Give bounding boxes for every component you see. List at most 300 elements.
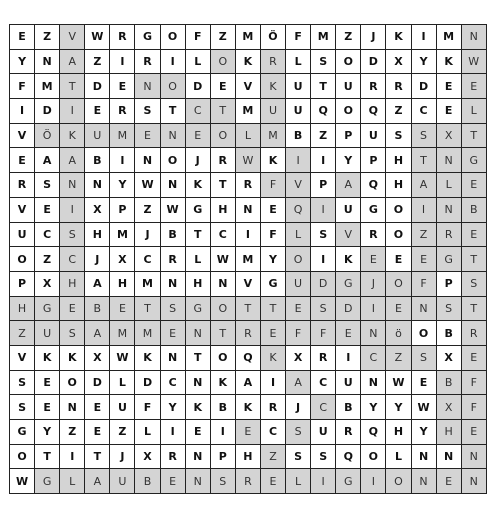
grid-cell: X	[436, 123, 461, 148]
grid-cell: P	[336, 123, 361, 148]
grid-cell: S	[411, 345, 436, 370]
grid-cell: N	[35, 49, 60, 74]
grid-cell: K	[386, 25, 411, 50]
grid-cell: O	[160, 74, 185, 99]
grid-cell: Z	[386, 345, 411, 370]
grid-cell: N	[135, 74, 160, 99]
grid-cell: N	[361, 321, 386, 346]
grid-cell: I	[361, 469, 386, 494]
grid-cell: V	[286, 173, 311, 198]
grid-cell: J	[135, 222, 160, 247]
grid-cell: F	[411, 271, 436, 296]
grid-cell: E	[60, 296, 85, 321]
grid-cell: N	[160, 271, 185, 296]
grid-cell: W	[461, 49, 486, 74]
grid-cell: Ö	[35, 123, 60, 148]
grid-cell: E	[235, 420, 260, 445]
grid-cell: Z	[110, 420, 135, 445]
grid-cell: H	[10, 296, 35, 321]
grid-cell: R	[336, 420, 361, 445]
grid-cell: Y	[386, 395, 411, 420]
grid-cell: S	[210, 469, 235, 494]
grid-cell: S	[286, 420, 311, 445]
grid-cell: S	[60, 222, 85, 247]
grid-cell: J	[361, 271, 386, 296]
grid-cell: Q	[286, 197, 311, 222]
grid-cell: V	[336, 222, 361, 247]
grid-cell: E	[260, 469, 285, 494]
grid-cell: E	[436, 99, 461, 124]
grid-row	[10, 74, 487, 99]
grid-cell: E	[185, 123, 210, 148]
grid-cell: B	[286, 123, 311, 148]
grid-cell: Y	[411, 49, 436, 74]
grid-cell: I	[110, 49, 135, 74]
grid-cell: E	[160, 469, 185, 494]
grid-row	[10, 370, 487, 395]
grid-row	[10, 49, 487, 74]
grid-cell: W	[386, 370, 411, 395]
grid-cell: L	[185, 247, 210, 272]
grid-cell: R	[436, 222, 461, 247]
grid-cell: G	[10, 420, 35, 445]
grid-cell: Z	[85, 49, 110, 74]
grid-cell: V	[10, 123, 35, 148]
grid-cell: T	[235, 296, 260, 321]
grid-cell: K	[260, 74, 285, 99]
grid-cell: Q	[235, 345, 260, 370]
grid-cell: M	[311, 25, 336, 50]
grid-cell: O	[10, 444, 35, 469]
grid-cell: B	[461, 197, 486, 222]
grid-cell: O	[286, 247, 311, 272]
grid-cell: G	[35, 296, 60, 321]
grid-cell: E	[35, 370, 60, 395]
grid-cell: G	[35, 469, 60, 494]
grid-cell: S	[311, 49, 336, 74]
grid-cell: R	[361, 222, 386, 247]
grid-cell: E	[386, 296, 411, 321]
grid-cell: G	[185, 197, 210, 222]
grid-cell: L	[286, 469, 311, 494]
grid-cell: K	[60, 123, 85, 148]
grid-cell: I	[160, 49, 185, 74]
grid-cell: O	[386, 271, 411, 296]
grid-cell: V	[235, 271, 260, 296]
grid-row	[10, 222, 487, 247]
grid-cell: T	[461, 247, 486, 272]
grid-cell: U	[35, 321, 60, 346]
grid-cell: B	[436, 370, 461, 395]
grid-row	[10, 345, 487, 370]
grid-cell: N	[461, 25, 486, 50]
grid-cell: R	[210, 148, 235, 173]
grid-cell: F	[461, 395, 486, 420]
grid-cell: E	[160, 321, 185, 346]
grid-cell: T	[185, 345, 210, 370]
grid-cell: P	[10, 271, 35, 296]
grid-cell: S	[311, 444, 336, 469]
grid-cell: L	[135, 420, 160, 445]
grid-cell: Z	[135, 197, 160, 222]
grid-cell: M	[235, 247, 260, 272]
grid-cell: L	[185, 49, 210, 74]
grid-cell: B	[160, 222, 185, 247]
grid-cell: Y	[361, 395, 386, 420]
grid-cell: H	[386, 420, 411, 445]
grid-cell: S	[311, 296, 336, 321]
grid-cell: E	[260, 321, 285, 346]
grid-cell: Z	[60, 420, 85, 445]
grid-cell: D	[85, 74, 110, 99]
grid-cell: D	[185, 74, 210, 99]
grid-cell: E	[85, 99, 110, 124]
grid-cell: A	[286, 370, 311, 395]
grid-cell: R	[235, 469, 260, 494]
grid-cell: R	[386, 74, 411, 99]
grid-cell: U	[260, 99, 285, 124]
grid-cell: S	[60, 321, 85, 346]
grid-cell: O	[336, 49, 361, 74]
grid-cell: A	[35, 148, 60, 173]
grid-cell: O	[386, 222, 411, 247]
grid-cell: U	[336, 74, 361, 99]
grid-cell: U	[286, 99, 311, 124]
grid-cell: F	[135, 395, 160, 420]
grid-cell: E	[35, 395, 60, 420]
grid-cell: N	[185, 469, 210, 494]
grid-cell: Z	[35, 25, 60, 50]
grid-cell: E	[10, 148, 35, 173]
grid-cell: E	[35, 197, 60, 222]
grid-cell: I	[210, 420, 235, 445]
grid-cell: C	[60, 247, 85, 272]
grid-cell: A	[336, 173, 361, 198]
grid-cell: O	[361, 444, 386, 469]
grid-cell: R	[135, 49, 160, 74]
grid-cell: I	[311, 148, 336, 173]
grid-cell: N	[436, 444, 461, 469]
grid-cell: V	[60, 25, 85, 50]
grid-cell: X	[386, 49, 411, 74]
grid-cell: U	[286, 271, 311, 296]
grid-cell: U	[336, 197, 361, 222]
grid-cell: L	[110, 370, 135, 395]
grid-cell: T	[210, 99, 235, 124]
grid-cell: J	[85, 247, 110, 272]
grid-cell: H	[110, 271, 135, 296]
grid-cell: C	[135, 247, 160, 272]
grid-cell: F	[311, 321, 336, 346]
grid-cell: E	[10, 25, 35, 50]
grid-cell: E	[461, 74, 486, 99]
grid-cell: M	[110, 123, 135, 148]
grid-cell: Z	[411, 222, 436, 247]
grid-cell: W	[85, 25, 110, 50]
grid-cell: S	[311, 222, 336, 247]
grid-cell: E	[436, 74, 461, 99]
grid-cell: I	[60, 444, 85, 469]
grid-cell: L	[286, 222, 311, 247]
grid-cell: X	[436, 395, 461, 420]
grid-cell: X	[85, 197, 110, 222]
grid-cell: G	[361, 197, 386, 222]
grid-cell: Y	[110, 173, 135, 198]
grid-cell: Z	[210, 25, 235, 50]
grid-cell: S	[461, 271, 486, 296]
grid-cell: S	[10, 395, 35, 420]
grid-cell: H	[85, 222, 110, 247]
grid-cell: O	[411, 321, 436, 346]
grid-cell: K	[260, 345, 285, 370]
grid-cell: K	[235, 395, 260, 420]
grid-cell: R	[235, 173, 260, 198]
grid-cell: R	[235, 321, 260, 346]
grid-cell: E	[260, 197, 285, 222]
grid-cell: Y	[260, 247, 285, 272]
grid-cell: W	[210, 247, 235, 272]
grid-row	[10, 420, 487, 445]
grid-cell: Y	[35, 420, 60, 445]
grid-cell: I	[311, 197, 336, 222]
grid-cell: U	[286, 74, 311, 99]
grid-cell: H	[185, 271, 210, 296]
grid-cell: N	[185, 444, 210, 469]
grid-cell: R	[260, 395, 285, 420]
grid-cell: E	[411, 247, 436, 272]
grid-cell: W	[135, 173, 160, 198]
grid-cell: W	[160, 197, 185, 222]
grid-cell: T	[411, 148, 436, 173]
grid-cell: Q	[361, 173, 386, 198]
grid-cell: S	[436, 296, 461, 321]
grid-cell: X	[436, 345, 461, 370]
grid-cell: ö	[386, 321, 411, 346]
grid-row	[10, 271, 487, 296]
grid-cell: H	[436, 420, 461, 445]
grid-cell: N	[160, 345, 185, 370]
grid-cell: E	[286, 296, 311, 321]
grid-cell: E	[411, 370, 436, 395]
grid-cell: I	[286, 148, 311, 173]
grid-cell: O	[210, 49, 235, 74]
grid-cell: P	[110, 197, 135, 222]
grid-cell: N	[60, 173, 85, 198]
grid-cell: O	[210, 345, 235, 370]
grid-cell: K	[210, 370, 235, 395]
grid-cell: U	[311, 420, 336, 445]
grid-cell: N	[461, 469, 486, 494]
grid-cell: M	[260, 123, 285, 148]
grid-cell: I	[110, 148, 135, 173]
grid-cell: O	[386, 469, 411, 494]
grid-cell: F	[260, 173, 285, 198]
grid-cell: D	[336, 296, 361, 321]
grid-cell: F	[286, 321, 311, 346]
grid-cell: B	[85, 296, 110, 321]
grid-cell: L	[60, 469, 85, 494]
grid-cell: F	[185, 25, 210, 50]
grid-cell: N	[436, 197, 461, 222]
grid-cell: E	[110, 296, 135, 321]
grid-cell: F	[260, 222, 285, 247]
grid-cell: O	[160, 25, 185, 50]
grid-cell: C	[311, 395, 336, 420]
grid-cell: X	[110, 247, 135, 272]
grid-cell: J	[110, 444, 135, 469]
grid-cell: J	[286, 395, 311, 420]
grid-cell: V	[235, 74, 260, 99]
grid-cell: U	[110, 469, 135, 494]
grid-cell: F	[461, 370, 486, 395]
grid-row	[10, 247, 487, 272]
grid-cell: E	[185, 420, 210, 445]
grid-cell: C	[260, 420, 285, 445]
grid-cell: D	[361, 49, 386, 74]
grid-cell: M	[35, 74, 60, 99]
grid-cell: N	[235, 197, 260, 222]
grid-cell: K	[436, 49, 461, 74]
grid-cell: G	[336, 469, 361, 494]
grid-cell: W	[411, 395, 436, 420]
grid-cell: T	[311, 74, 336, 99]
grid-row	[10, 197, 487, 222]
grid-cell: D	[135, 370, 160, 395]
grid-cell: Y	[160, 395, 185, 420]
grid-cell: I	[361, 296, 386, 321]
grid-cell: E	[461, 420, 486, 445]
grid-row	[10, 444, 487, 469]
grid-cell: K	[336, 247, 361, 272]
grid-cell: E	[85, 420, 110, 445]
grid-cell: R	[110, 25, 135, 50]
grid-cell: I	[311, 247, 336, 272]
grid-cell: T	[60, 74, 85, 99]
grid-cell: E	[336, 321, 361, 346]
grid-cell: W	[235, 148, 260, 173]
grid-cell: B	[135, 469, 160, 494]
grid-cell: E	[386, 247, 411, 272]
grid-cell: D	[35, 99, 60, 124]
grid-cell: T	[160, 99, 185, 124]
grid-cell: K	[135, 345, 160, 370]
grid-cell: G	[185, 296, 210, 321]
grid-cell: N	[411, 469, 436, 494]
grid-cell: K	[185, 395, 210, 420]
grid-cell: L	[461, 99, 486, 124]
grid-cell: G	[436, 247, 461, 272]
grid-cell: C	[35, 222, 60, 247]
grid-cell: O	[386, 197, 411, 222]
grid-cell: C	[185, 99, 210, 124]
word-search-grid	[9, 24, 487, 494]
grid-cell: T	[210, 173, 235, 198]
grid-cell: X	[35, 271, 60, 296]
grid-cell: T	[85, 444, 110, 469]
grid-cell: I	[260, 370, 285, 395]
grid-cell: O	[336, 99, 361, 124]
grid-row	[10, 99, 487, 124]
grid-cell: R	[461, 321, 486, 346]
grid-cell: K	[185, 173, 210, 198]
grid-cell: B	[210, 395, 235, 420]
grid-cell: Z	[386, 99, 411, 124]
grid-cell: M	[110, 222, 135, 247]
grid-cell: O	[10, 247, 35, 272]
grid-cell: L	[436, 173, 461, 198]
grid-cell: M	[135, 271, 160, 296]
grid-cell: U	[361, 123, 386, 148]
grid-cell: Q	[361, 99, 386, 124]
grid-cell: M	[235, 25, 260, 50]
grid-cell: W	[110, 345, 135, 370]
grid-cell: P	[311, 173, 336, 198]
grid-cell: Y	[411, 420, 436, 445]
grid-cell: T	[135, 296, 160, 321]
grid-cell: Ö	[260, 25, 285, 50]
grid-cell: A	[60, 148, 85, 173]
grid-cell: H	[210, 197, 235, 222]
grid-cell: I	[336, 345, 361, 370]
grid-cell: Z	[35, 247, 60, 272]
grid-cell: O	[160, 148, 185, 173]
grid-cell: X	[85, 345, 110, 370]
grid-cell: T	[461, 296, 486, 321]
grid-cell: S	[35, 173, 60, 198]
grid-cell: I	[235, 222, 260, 247]
grid-cell: Z	[260, 444, 285, 469]
grid-cell: G	[260, 271, 285, 296]
grid-cell: Y	[336, 148, 361, 173]
grid-cell: T	[185, 222, 210, 247]
grid-cell: S	[135, 99, 160, 124]
grid-cell: F	[10, 74, 35, 99]
grid-cell: S	[386, 123, 411, 148]
grid-cell: R	[361, 74, 386, 99]
grid-cell: M	[235, 99, 260, 124]
grid-cell: R	[260, 49, 285, 74]
grid-cell: G	[336, 271, 361, 296]
grid-cell: D	[311, 271, 336, 296]
grid-cell: Q	[336, 444, 361, 469]
grid-cell: G	[461, 148, 486, 173]
grid-cell: L	[235, 123, 260, 148]
grid-cell: J	[361, 25, 386, 50]
grid-cell: R	[110, 99, 135, 124]
grid-cell: D	[411, 74, 436, 99]
grid-cell: E	[461, 345, 486, 370]
grid-cell: I	[411, 25, 436, 50]
grid-cell: B	[85, 148, 110, 173]
grid-cell: W	[10, 469, 35, 494]
grid-cell: Q	[361, 420, 386, 445]
grid-row	[10, 25, 487, 50]
grid-row	[10, 469, 487, 494]
grid-cell: V	[10, 197, 35, 222]
grid-cell: E	[361, 247, 386, 272]
grid-cell: B	[436, 321, 461, 346]
grid-cell: C	[311, 370, 336, 395]
grid-cell: X	[135, 444, 160, 469]
grid-cell: M	[110, 321, 135, 346]
grid-cell: U	[336, 370, 361, 395]
grid-cell: N	[160, 173, 185, 198]
grid-row	[10, 395, 487, 420]
grid-cell: U	[110, 395, 135, 420]
grid-cell: U	[10, 222, 35, 247]
grid-cell: M	[135, 321, 160, 346]
grid-cell: E	[135, 123, 160, 148]
